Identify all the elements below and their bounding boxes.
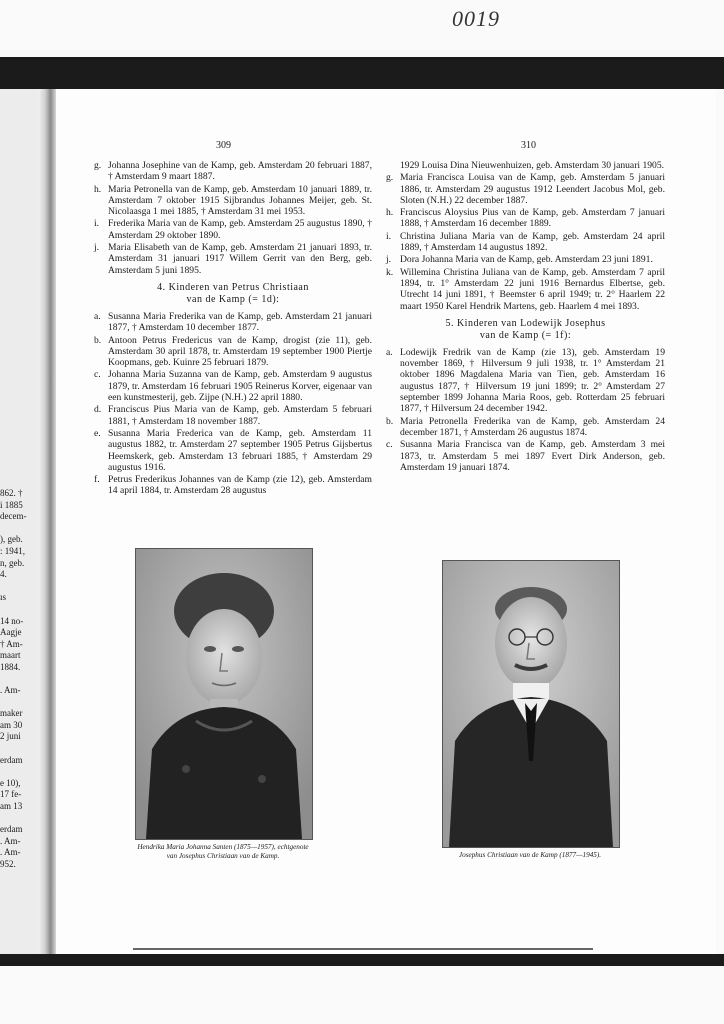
right-column [386, 160, 665, 474]
fragment-line: erdam [0, 824, 23, 835]
fragment-line: am 30 [0, 719, 23, 730]
entry-text: Willemina Christina Juliana van de Kamp, geb. Amsterdam 7 april 1894, tr. 1° Amsterdam 22 juni 1916 Bernardus Elbertse, geb. Utrecht 14 juni 1891, † Beemster 6 april 1949; tr. 2° Haarlem 22 maart 1950 Karel Hendrik Martens, geb. Haarlem 4 mei 1893. [400, 266, 665, 312]
scan-border-bottom [0, 954, 724, 966]
genealogy-entry [94, 474, 372, 497]
entry-label: h. [94, 183, 102, 195]
genealogy-entry [386, 439, 665, 473]
entry-label: e. [94, 427, 101, 439]
entry-label: b. [94, 334, 102, 346]
entry-label: h. [386, 207, 394, 219]
right-entries-a [386, 172, 665, 312]
entry-text: Maria Francisca Louisa van de Kamp, geb. Amsterdam 5 januari 1886, tr. Amsterdam 29 augustus 1912 Leendert Jacobus Mol, geb. Sloten (N.H.) 22 december 1887. [400, 172, 665, 206]
fragment-line [0, 581, 38, 593]
entry-text: Dora Johanna Maria van de Kamp, geb. Amsterdam 23 juni 1891. [400, 254, 653, 266]
previous-page-fragment [0, 488, 38, 871]
section-5-line1: 5. Kinderen van Lodewijk Josephus [445, 317, 606, 329]
page-number-left: 309 [216, 140, 231, 151]
entry-text: Petrus Frederikus Johannes van de Kamp (zie 12), geb. Amsterdam 14 april 1884, tr. Amsterdam 28 augustus [108, 474, 372, 497]
genealogy-entry [94, 218, 372, 241]
fragment-line [0, 523, 38, 535]
genealogy-entry [94, 428, 372, 473]
entry-label: f. [94, 474, 100, 486]
section-5-line2: van de Kamp (= 1f): [479, 329, 572, 341]
genealogy-entry [94, 335, 372, 369]
entry-text: Susanna Maria Francisca van de Kamp, geb. Amsterdam 3 mei 1873, tr. Amsterdam 5 mei 1897 Evert Dirk Anderson, geb. Amsterdam 19 januari 1874. [400, 439, 665, 473]
caption-right: Josephus Christiaan van de Kamp (1877—1945). [458, 851, 602, 859]
genealogy-entry [386, 416, 665, 439]
archive-number: 0019 [452, 6, 500, 31]
section-4-line1: 4. Kinderen van Petrus Christiaan [157, 281, 309, 293]
entry-text: Maria Petronella Frederika van de Kamp, geb. Amsterdam 24 december 1871, † Amsterdam 26 augustus 1874. [400, 415, 665, 438]
genealogy-entry [386, 254, 665, 265]
entry-text: Johanna Maria Suzanna van de Kamp, geb. Amsterdam 9 augustus 1879, tr. Amsterdam 16 februari 1905 Reinerus Korver, eigenaar van een kunstmesterij, geb. Zijpe (N.H.) 22 april 1880. [108, 369, 372, 404]
entry-label: g. [94, 160, 102, 171]
fragment-line: ıs [0, 592, 7, 603]
entry-label: a. [94, 310, 101, 322]
fragment-line [0, 674, 38, 686]
entry-text: Franciscus Aloysius Pius van de Kamp, geb. Amsterdam 7 januari 1888, † Amsterdam 16 december 1889. [400, 207, 665, 230]
fragment-line [0, 766, 38, 778]
genealogy-entry [94, 369, 372, 403]
fragment-line: Aagje [0, 627, 22, 638]
section-4-line2: van de Kamp (= 1d): [186, 293, 280, 305]
genealogy-entry [386, 267, 665, 312]
genealogy-entry [94, 242, 372, 276]
portrait-hendrika [135, 548, 313, 840]
entry-label: d. [94, 404, 102, 416]
entry-text: Christina Juliana Maria van de Kamp, geb. Amsterdam 24 april 1889, † Amsterdam 14 augustus 1892. [400, 230, 665, 254]
fragment-line: † Am- [0, 638, 23, 649]
page-number-right: 310 [521, 140, 536, 151]
fragment-line: . Am- [0, 847, 21, 858]
entry-text: Susanna Maria Frederica van de Kamp, geb. Amsterdam 11 augustus 1882, tr. Amsterdam 27 september 1905 Petrus Gijsbertus Heemskerk, geb. Amsterdam 13 februari 1885, † Amsterdam 29 augustus 1916. [108, 427, 372, 473]
entry-label: g. [386, 172, 394, 184]
fragment-line: 14 no- [0, 615, 24, 626]
left-entries-a [94, 160, 372, 276]
section-5-heading [386, 318, 665, 342]
entry-text: Maria Elisabeth van de Kamp, geb. Amsterdam 21 januari 1893, tr. Amsterdam 31 januari 1917 Willem Gerrit van den Berg, geb. Amsterdam 5 juni 1895. [108, 242, 372, 276]
fragment-line [0, 697, 38, 709]
fragment-line [0, 813, 38, 825]
entry-text: Franciscus Pius Maria van de Kamp, geb. Amsterdam 5 februari 1881, † Amsterdam 18 november 1887. [108, 404, 372, 427]
fragment-line: : 1941, [0, 545, 26, 556]
fragment-line: 4. [0, 569, 7, 580]
fragment-line: . Am- [0, 835, 21, 846]
right-entries-b [386, 347, 665, 473]
entry-text: Maria Petronella van de Kamp, geb. Amsterdam 10 januari 1889, tr. Amsterdam 7 oktober 1915 Sijbrandus Johannes Meijer, geb. St. Nicolaasga 1 mei 1885, † Amsterdam 31 mei 1953. [108, 183, 372, 218]
entry-text: Lodewijk Fredrik van de Kamp (zie 13), geb. Amsterdam 19 november 1869, † Hilversum 9 juli 1938, tr. 1° Amsterdam 21 oktober 1896 Magdalena Maria van Tien, geb. Amsterdam 16 augustus 1877, † Hilversum 19 juni 1899; tr. 2° Amsterdam 27 september 1899 Johanna Maria Roos, geb. Rotterdam 25 februari 1877, † Hilversum 24 december 1942. [400, 346, 665, 415]
entry-text: Frederika Maria van de Kamp, geb. Amsterdam 25 augustus 1890, † Amsterdam 29 oktober 1890. [108, 218, 372, 241]
genealogy-entry [94, 311, 372, 334]
fragment-line: maker [0, 708, 23, 719]
fragment-line: am 13 [0, 801, 23, 812]
fragment-line: 2 juni [0, 731, 21, 742]
genealogy-entry [386, 231, 665, 254]
section-4-heading [94, 282, 372, 306]
fragment-line: 1884. [0, 661, 21, 672]
entry-label: i. [94, 218, 100, 230]
fragment-line: 862. † [0, 488, 23, 498]
entry-label: b. [386, 415, 394, 427]
genealogy-entry [386, 207, 665, 230]
entry-label: c. [386, 439, 393, 451]
fragment-line: i 1885 [0, 499, 23, 510]
entry-text: Susanna Maria Frederika van de Kamp, geb. Amsterdam 21 januari 1877, † Amsterdam 10 december 1877. [108, 310, 372, 334]
fragment-line [0, 743, 38, 755]
continuation-entry [386, 160, 665, 171]
fragment-line: ), geb. [0, 534, 23, 545]
left-entries-b [94, 311, 372, 497]
entry-label: a. [386, 346, 393, 358]
fragment-line: maart [0, 650, 21, 661]
scan-border-top [0, 57, 724, 89]
fragment-line: 952. [0, 859, 16, 869]
genealogy-entry [94, 160, 372, 183]
page-bottom-rule [133, 948, 593, 950]
fragment-line: . Am- [0, 685, 21, 696]
genealogy-entry [94, 404, 372, 427]
genealogy-entry [386, 347, 665, 415]
entry-label: j. [94, 242, 100, 254]
entry-label: i. [386, 230, 392, 242]
fragment-line [0, 604, 38, 616]
continuation-text: 1929 Louisa Dina Nieuwenhuizen, geb. Amsterdam 30 januari 1905. [400, 160, 665, 171]
entry-text: Johanna Josephine van de Kamp, geb. Amsterdam 20 februari 1887, † Amsterdam 9 maart 1887. [108, 160, 372, 183]
entry-label: j. [386, 254, 392, 266]
genealogy-entry [386, 172, 665, 206]
book-gutter [38, 89, 56, 954]
portrait-josephus [442, 560, 620, 848]
fragment-line: e 10), [0, 777, 21, 788]
fragment-line: erdam [0, 754, 23, 765]
left-column [94, 160, 372, 498]
fragment-line: n, geb. [0, 557, 25, 568]
fragment-line: 17 fe- [0, 789, 22, 800]
entry-label: c. [94, 369, 101, 381]
genealogy-entry [94, 184, 372, 218]
entry-label: k. [386, 266, 394, 278]
entry-text: Antoon Petrus Fredericus van de Kamp, drogist (zie 11), geb. Amsterdam 30 april 1878, tr. Amsterdam 19 september 1900 Piertje Koopmans, geb. Kuinre 25 februari 1879. [108, 334, 372, 369]
fragment-line: decem- [0, 511, 27, 522]
caption-left: Hendrika Maria Johanna Santen (1875—1957), echtgenote van Josephus Christiaan van de Kamp. [137, 843, 309, 860]
